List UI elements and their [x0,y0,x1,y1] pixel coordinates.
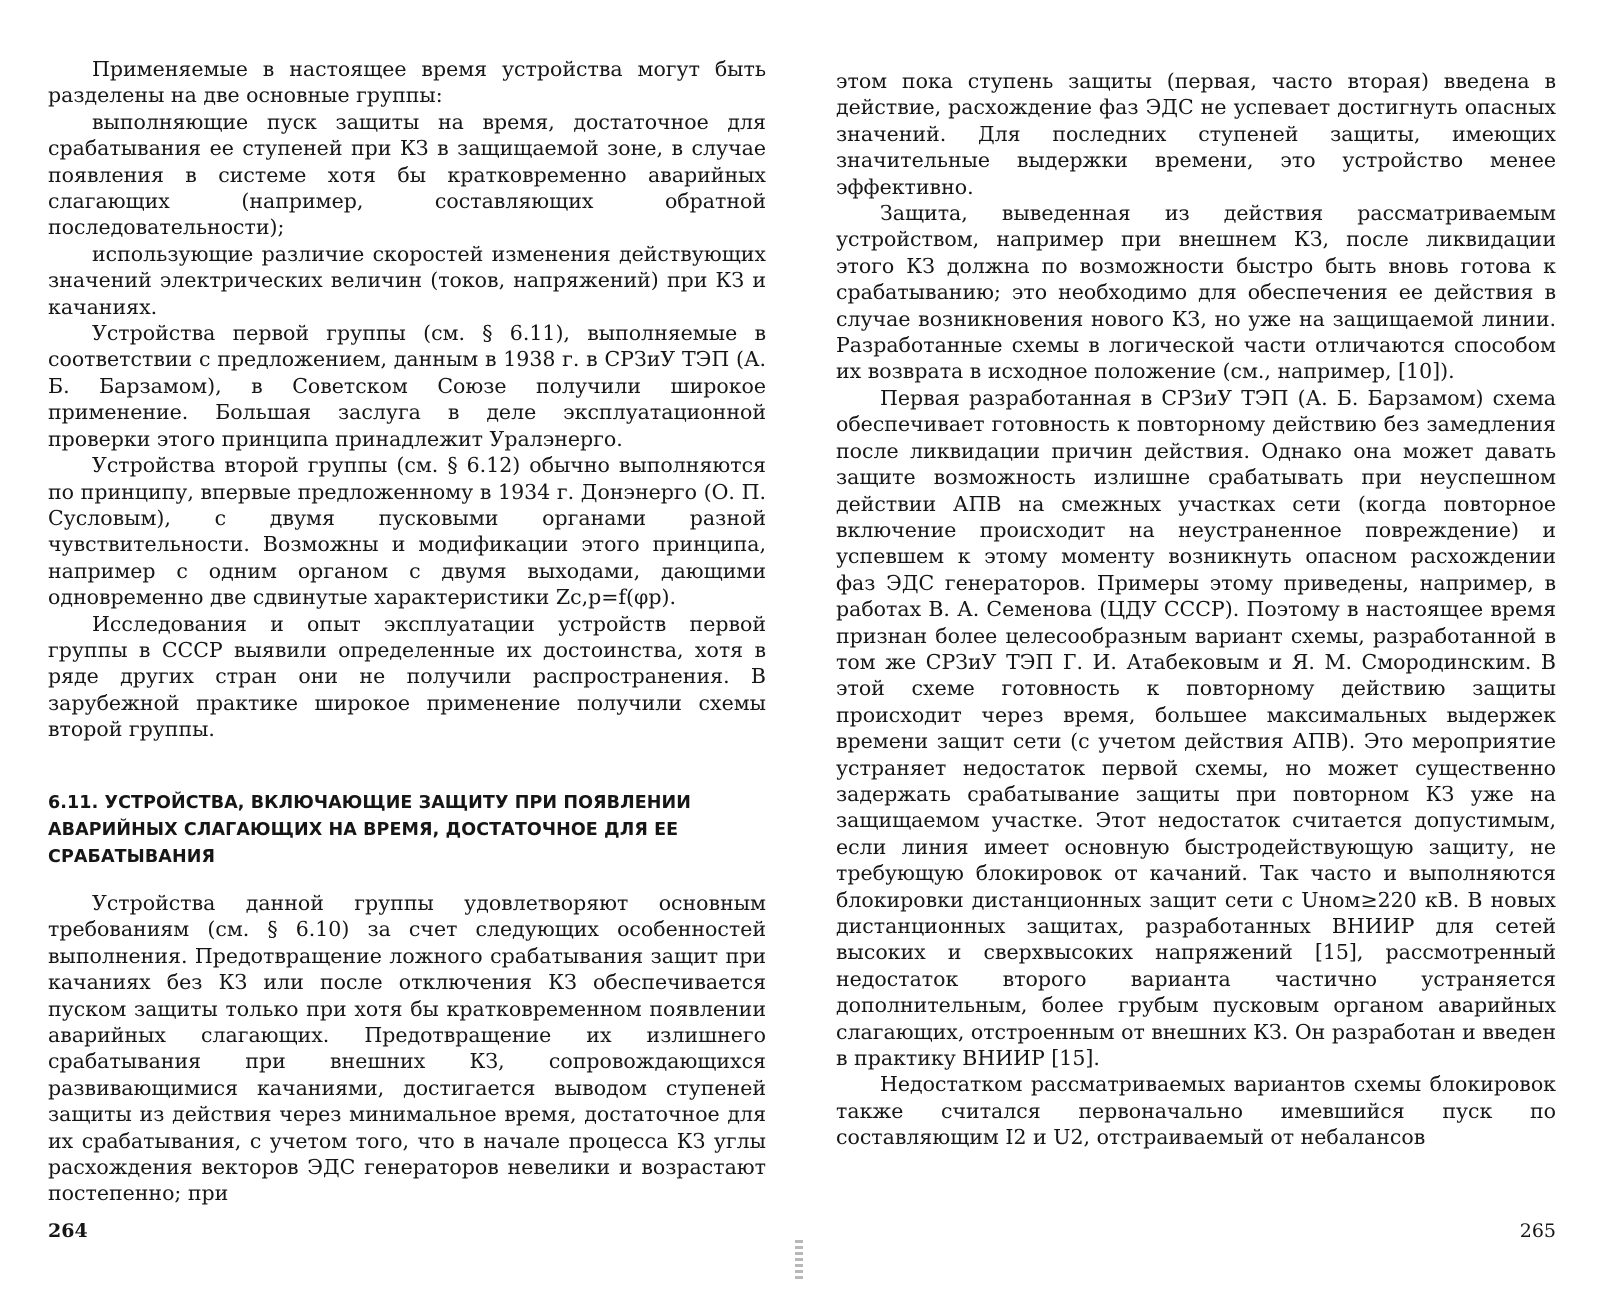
paragraph: использующие различие скоростей изменения действующих значений электрических величин (токов, напряжений) при КЗ и качаниях. [48,241,766,319]
left-page [48,0,766,1297]
section-heading: 6.11. УСТРОЙСТВА, ВКЛЮЧАЮЩИЕ ЗАЩИТУ ПРИ ПОЯВЛЕНИИ АВАРИЙНЫХ СЛАГАЮЩИХ НА ВРЕМЯ, ДОСТАТОЧНОЕ ДЛЯ ЕЕ СРАБАТЫВАНИЯ [48,793,692,867]
paragraph: Устройства данной группы удовлетворяют основным требованиям (см. § 6.10) за счет следующих особенностей выполнения. Предотвращение ложного срабатывания защит при качаниях без КЗ или после отключения КЗ обеспечивается пуском защиты только при хотя бы кратковременном появлении аварийных слагающих. Предотвращение их излишнего срабатывания при внешних КЗ, сопровождающихся развивающимися качаниями, достигается выводом ступеней защиты из действия через минимальное время, достаточное для их срабатывания, с учетом того, что в начале процесса КЗ углы расхождения векторов ЭДС генераторов невелики и возрастают постепенно; при [48,891,766,1206]
paragraph: этом пока ступень защиты (первая, часто вторая) введена в действие, расхождение фаз ЭДС не успевает достигнуть опасных значений. Для последних ступеней защиты, имеющих значительные выдержки времени, это устройство менее эффективно. [836,69,1556,199]
paragraph: Исследования и опыт эксплуатации устройств первой группы в СССР выявили определенные их достоинства, хотя в ряде других стран они не получили распространения. В зарубежной практике широкое применение получили схемы второй группы. [48,611,766,742]
paragraph: Устройства второй группы (см. § 6.12) обычно выполняются по принципу, впервые предложенному в 1934 г. Донэнерго (О. П. Сусловым), с двумя пусковыми органами разной чувствительности. Возможны и модификации этого принципа, например с одним органом с двумя выходами, дающими одновременно две сдвинутые характеристики Zс,р=f(φр). [48,453,766,610]
left-page-intro-text [48,56,766,743]
page-number: 264 [48,1220,88,1242]
paragraph: Применяемые в настоящее время устройства могут быть разделены на две основные группы: [48,57,766,108]
gutter-scan-mark [795,1240,803,1280]
left-page-section-text [48,890,766,1207]
right-page-text [836,68,1556,1151]
page-number: 265 [1519,1220,1556,1242]
paragraph: Защита, выведенная из действия рассматриваемым устройством, например при внешнем КЗ, после ликвидации этого КЗ должна по возможности быстро быть вновь готова к срабатыванию; это необходимо для обеспечения ее действия в случае возникновения нового КЗ, но уже на защищаемой линии. Разработанные схемы в логической части отличаются способом их возврата в исходное положение (см., например, [10]). [836,201,1556,384]
right-page [836,0,1556,1297]
paragraph: Первая разработанная в СРЗиУ ТЭП (А. Б. Барзамом) схема обеспечивает готовность к повторному действию без замедления после ликвидации причин действия. Однако она может давать защите возможность излишне срабатывать при неуспешном действии АПВ на смежных участках сети (когда повторное включение происходит на неустраненное повреждение) и успевшем к этому моменту возникнуть опасном расхождении фаз ЭДС генераторов. Примеры этому приведены, например, в работах В. А. Семенова (ЦДУ СССР). Поэтому в настоящее время признан более целесообразным вариант схемы, разработанной в том же СРЗиУ ТЭП Г. И. Атабековым и Я. М. Смородинским. В этой схеме готовность к повторному действию защиты происходит через время, большее максимальных выдержек времени защит сети (с учетом действия АПВ). Это мероприятие устраняет недостаток первой схемы, но может существенно задержать срабатывание защиты при повторном КЗ уже на защищаемом участке. Этот недостаток считается допустимым, если линия имеет основную быстродействующую защиту, не требующую блокировок от качаний. Так часто и выполняются блокировки дистанционных защит сети с Uном≥220 кВ. В новых дистанционных защитах, разработанных ВНИИР для сетей высоких и сверхвысоких напряжений [15], рассмотренный недостаток второго варианта частично устраняется дополнительным, более грубым пусковым органом аварийных слагающих, отстроенным от внешних КЗ. Он разработан и введен в практику ВНИИР [15]. [836,385,1556,1071]
paragraph: Устройства первой группы (см. § 6.11), выполняемые в соответствии с предложением, данным в 1938 г. в СРЗиУ ТЭП (А. Б. Барзамом), в Советском Союзе получили широкое применение. Большая заслуга в деле эксплуатационной проверки этого принципа принадлежит Уралэнерго. [48,321,766,451]
paragraph: выполняющие пуск защиты на время, достаточное для срабатывания ее ступеней при КЗ в защищаемой зоне, в случае появления в системе хотя бы кратковременно аварийных слагающих (например, составляющих обратной последовательности); [48,109,766,240]
paragraph: Недостатком рассматриваемых вариантов схемы блокировок также считался первоначально имевшийся пуск по составляющим I2 и U2, отстраиваемый от небалансов [836,1072,1556,1150]
